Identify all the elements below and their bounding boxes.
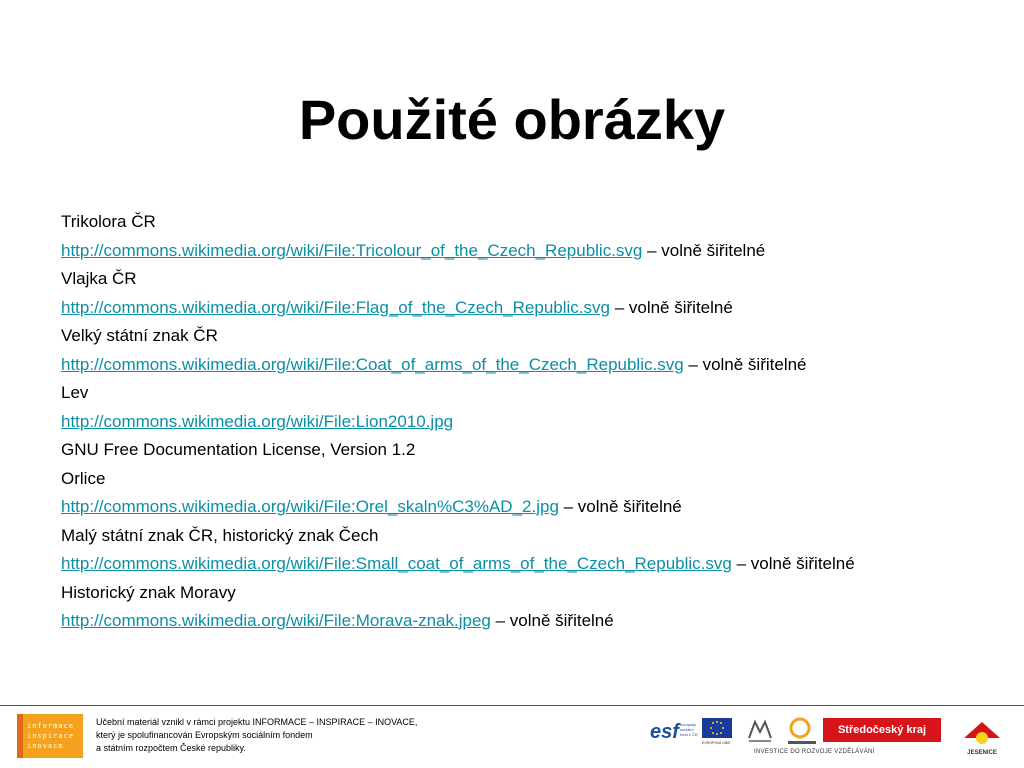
op-vk-logo bbox=[786, 716, 818, 748]
jesenice-logo bbox=[960, 716, 1004, 756]
footer-text-line: Učební materiál vznikl v rámci projektu INFORMACE – INSPIRACE – INOVACE, bbox=[96, 717, 418, 727]
source-link[interactable]: http://commons.wikimedia.org/wiki/File:Small_coat_of_arms_of_the_Czech_Republic.svg bbox=[61, 554, 732, 573]
credit-item-label: Velký státní znak ČR bbox=[61, 326, 218, 345]
footer-text-line: a státním rozpočtem České republiky. bbox=[96, 743, 246, 753]
source-link[interactable]: http://commons.wikimedia.org/wiki/File:Morava-znak.jpeg bbox=[61, 611, 491, 630]
credit-source-line bbox=[61, 294, 961, 323]
license-note: – volně šiřitelné bbox=[683, 354, 807, 374]
esf-logo-text: esf bbox=[650, 721, 679, 743]
esf-sub-line: evropský bbox=[680, 722, 697, 727]
license-note: – volně šiřitelné bbox=[609, 297, 733, 317]
source-link[interactable]: http://commons.wikimedia.org/wiki/File:Lion2010.jpg bbox=[61, 411, 454, 431]
logo-accent-bar bbox=[17, 714, 23, 758]
eu-label: EVROPSKÁ UNIE bbox=[702, 741, 731, 745]
credit-item-label: GNU Free Documentation License, Version 1.2 bbox=[61, 440, 416, 459]
credit-item-label: Vlajka ČR bbox=[61, 269, 137, 288]
license-note: – volně šiřitelné bbox=[490, 611, 614, 630]
esf-logo bbox=[650, 716, 696, 752]
credit-source-line bbox=[61, 237, 961, 266]
credit-item-label: Orlice bbox=[61, 468, 106, 488]
source-link[interactable]: http://commons.wikimedia.org/wiki/File:Orel_skaln%C3%AD_2.jpg bbox=[61, 497, 559, 516]
license-note: – volně šiřitelné bbox=[642, 240, 766, 260]
footer-divider bbox=[0, 705, 1024, 706]
license-note: – volně šiřitelné bbox=[731, 554, 855, 573]
source-link[interactable]: http://commons.wikimedia.org/wiki/File:Coat_of_arms_of_the_Czech_Republic.svg bbox=[61, 354, 684, 374]
logo-line: informace bbox=[27, 722, 74, 730]
informace-inspirace-inovace-logo bbox=[17, 714, 83, 758]
logo-line: inspirace bbox=[27, 732, 74, 740]
source-link[interactable]: http://commons.wikimedia.org/wiki/File:Tricolour_of_the_Czech_Republic.svg bbox=[61, 240, 643, 260]
footer-text-line: který je spolufinancován Evropským sociálním fondem bbox=[96, 730, 313, 740]
license-note: – volně šiřitelné bbox=[558, 497, 682, 516]
jesenice-label: JESENICE bbox=[967, 750, 997, 756]
eu-flag-logo bbox=[702, 718, 732, 746]
credit-source-line bbox=[61, 351, 961, 380]
credit-source-line bbox=[61, 408, 961, 437]
credit-source-line bbox=[61, 550, 961, 579]
credit-item-label: Malý státní znak ČR, historický znak Čech bbox=[61, 525, 379, 545]
credit-source-line bbox=[61, 493, 961, 522]
slide-title: Použité obrázky bbox=[298, 88, 726, 151]
credit-item-label: Historický znak Moravy bbox=[61, 582, 236, 602]
credit-item-label: Trikolora ČR bbox=[61, 212, 156, 231]
image-credits-list bbox=[61, 208, 961, 636]
logo-line: inovace bbox=[27, 742, 64, 750]
footer-funding-text bbox=[96, 716, 417, 755]
credit-item-label: Lev bbox=[61, 383, 89, 402]
esf-sub-line: fond v ČR bbox=[680, 732, 698, 737]
esf-sub-line: sociální bbox=[680, 727, 694, 732]
stredocesky-kraj-logo: Středočeský kraj bbox=[823, 718, 941, 742]
investice-tagline: INVESTICE DO ROZVOJE VZDĚLÁVÁNÍ bbox=[754, 749, 875, 755]
source-link[interactable]: http://commons.wikimedia.org/wiki/File:Flag_of_the_Czech_Republic.svg bbox=[61, 297, 610, 317]
msmt-logo bbox=[745, 716, 775, 748]
credit-source-line bbox=[61, 607, 961, 636]
